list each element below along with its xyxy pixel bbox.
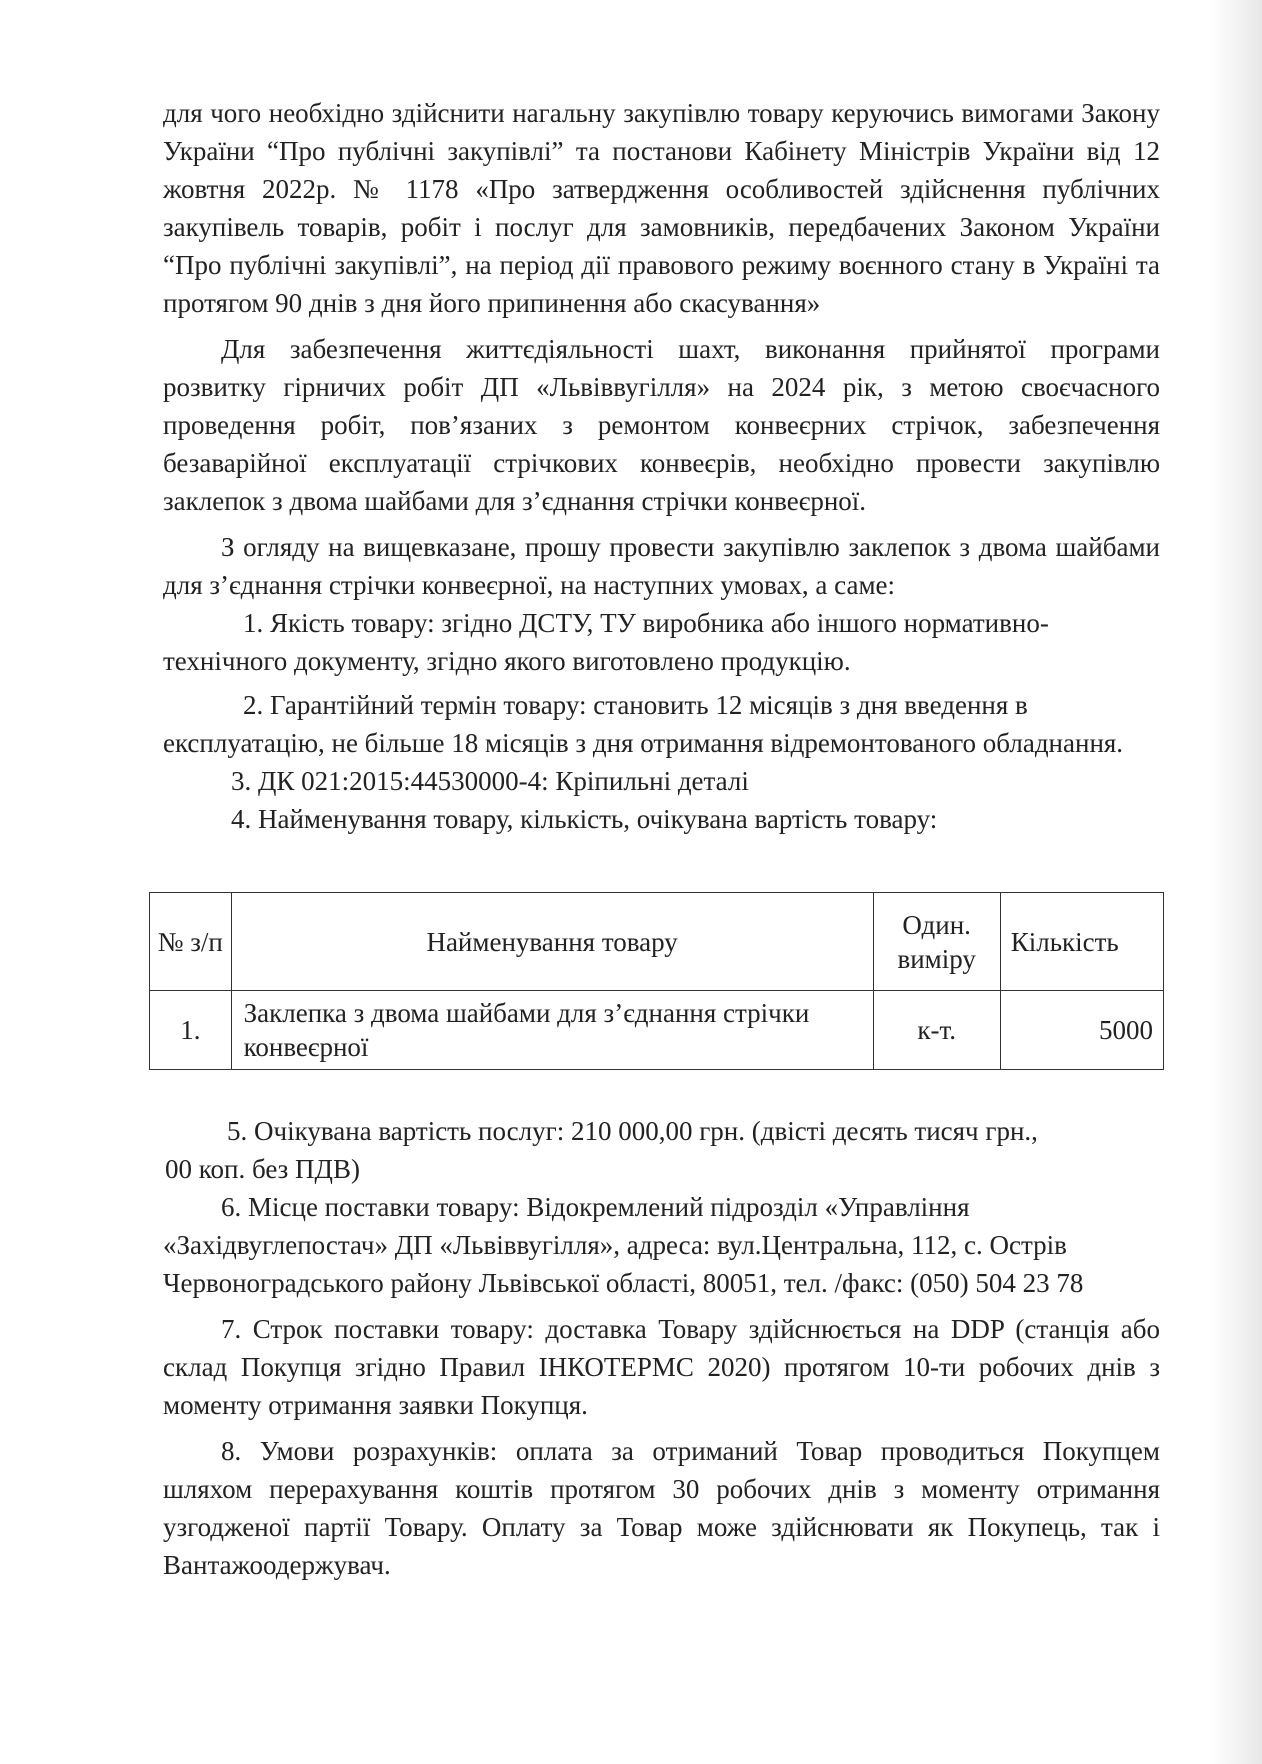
cell-number: 1. <box>150 991 232 1070</box>
document-body <box>157 94 1160 1584</box>
cell-unit: к-т. <box>873 991 1000 1070</box>
condition-item-6: 6. Місце поставки товару: Відокремлений підрозділ «Управління «Західвуглепостач» ДП «Львіввугілля», адреса: вул.Центральна, 112, с. Острів Червоноградського району Львівської області, 80051, тел. /факс: (050) 504 23 78 <box>163 1192 1084 1298</box>
paragraph-intro: для чого необхідно здійснити нагальну закупівлю товару керуючись вимогами Закону України “Про публічні закупівлі” та постанови Кабінету Міністрів України від 12 жовтня 2022р. № 1178 «Про затвердження особливостей здійснення публічних закупівель товарів, робіт і послуг для замовників, передбачених Законом України “Про публічні закупівлі”, на період дії правового режиму воєнного стану в Україні та протягом 90 днів з дня його припинення або скасування» <box>163 98 1160 318</box>
goods-table <box>149 892 1164 1070</box>
cell-goods-name: Заклепка з двома шайбами для з’єднання стрічки конвеєрної <box>231 991 873 1070</box>
cell-quantity: 5000 <box>1000 991 1163 1070</box>
condition-item-1: 1. Якість товару: згідно ДСТУ, ТУ виробника або іншого нормативно-технічного документу, згідно якого виготовлено продукцію. <box>163 608 1049 676</box>
condition-item-2: 2. Гарантійний термін товару: становить 12 місяців з дня введення в експлуатацію, не більше 18 місяців з дня отримання відремонтованого обладнання. <box>163 690 1124 758</box>
scan-edge-shadow <box>1210 0 1262 1764</box>
conditions-continued <box>163 1112 1160 1584</box>
condition-item-5-line-1: 5. Очікувана вартість послуг: 210 000,00 грн. (двісті десять тисяч грн., <box>227 1116 1038 1146</box>
condition-item-4: 4. Найменування товару, кількість, очікувана вартість товару: <box>231 804 938 834</box>
header-unit: Один. виміру <box>873 893 1000 991</box>
paragraph-request: З огляду на вищевказане, прошу провести закупівлю заклепок з двома шайбами для з’єднання стрічки конвеєрної, на наступних умовах, а саме: <box>163 532 1160 600</box>
header-quantity: Кількість <box>1000 893 1163 991</box>
paragraph-justification: Для забезпечення життєдіяльності шахт, виконання прийнятої програми розвитку гірничих робіт ДП «Львіввугілля» на 2024 рік, з метою своєчасного проведення робіт, пов’язаних з ремонтом конвеєрних стрічок, забезпечення безаварійної експлуатації стрічкових конвеєрів, необхідно провести закупівлю заклепок з двома шайбами для з’єднання стрічки конвеєрної. <box>163 334 1160 516</box>
header-goods-name: Найменування товару <box>231 893 873 991</box>
goods-table-wrapper <box>149 892 1164 1070</box>
condition-item-7: 7. Строк поставки товару: доставка Товару здійснюється на DDP (станція або склад Покупця згідно Правил ІНКОТЕРМС 2020) протягом 10-ти робочих днів з моменту отримання заявки Покупця. <box>163 1314 1160 1420</box>
condition-item-5-line-2: 00 коп. без ПДВ) <box>165 1154 360 1184</box>
table-header-row <box>150 893 1164 991</box>
condition-item-8: 8. Умови розрахунків: оплата за отриманий Товар проводиться Покупцем шляхом перерахування коштів протягом 30 робочих днів з моменту отримання узгодженої партії Товару. Оплату за Товар може здійснювати як Покупець, так і Вантажоодержувач. <box>163 1436 1160 1580</box>
table-row <box>150 991 1164 1070</box>
header-number: № з/п <box>150 893 232 991</box>
condition-item-3: 3. ДК 021:2015:44530000-4: Кріпильні деталі <box>231 766 749 796</box>
